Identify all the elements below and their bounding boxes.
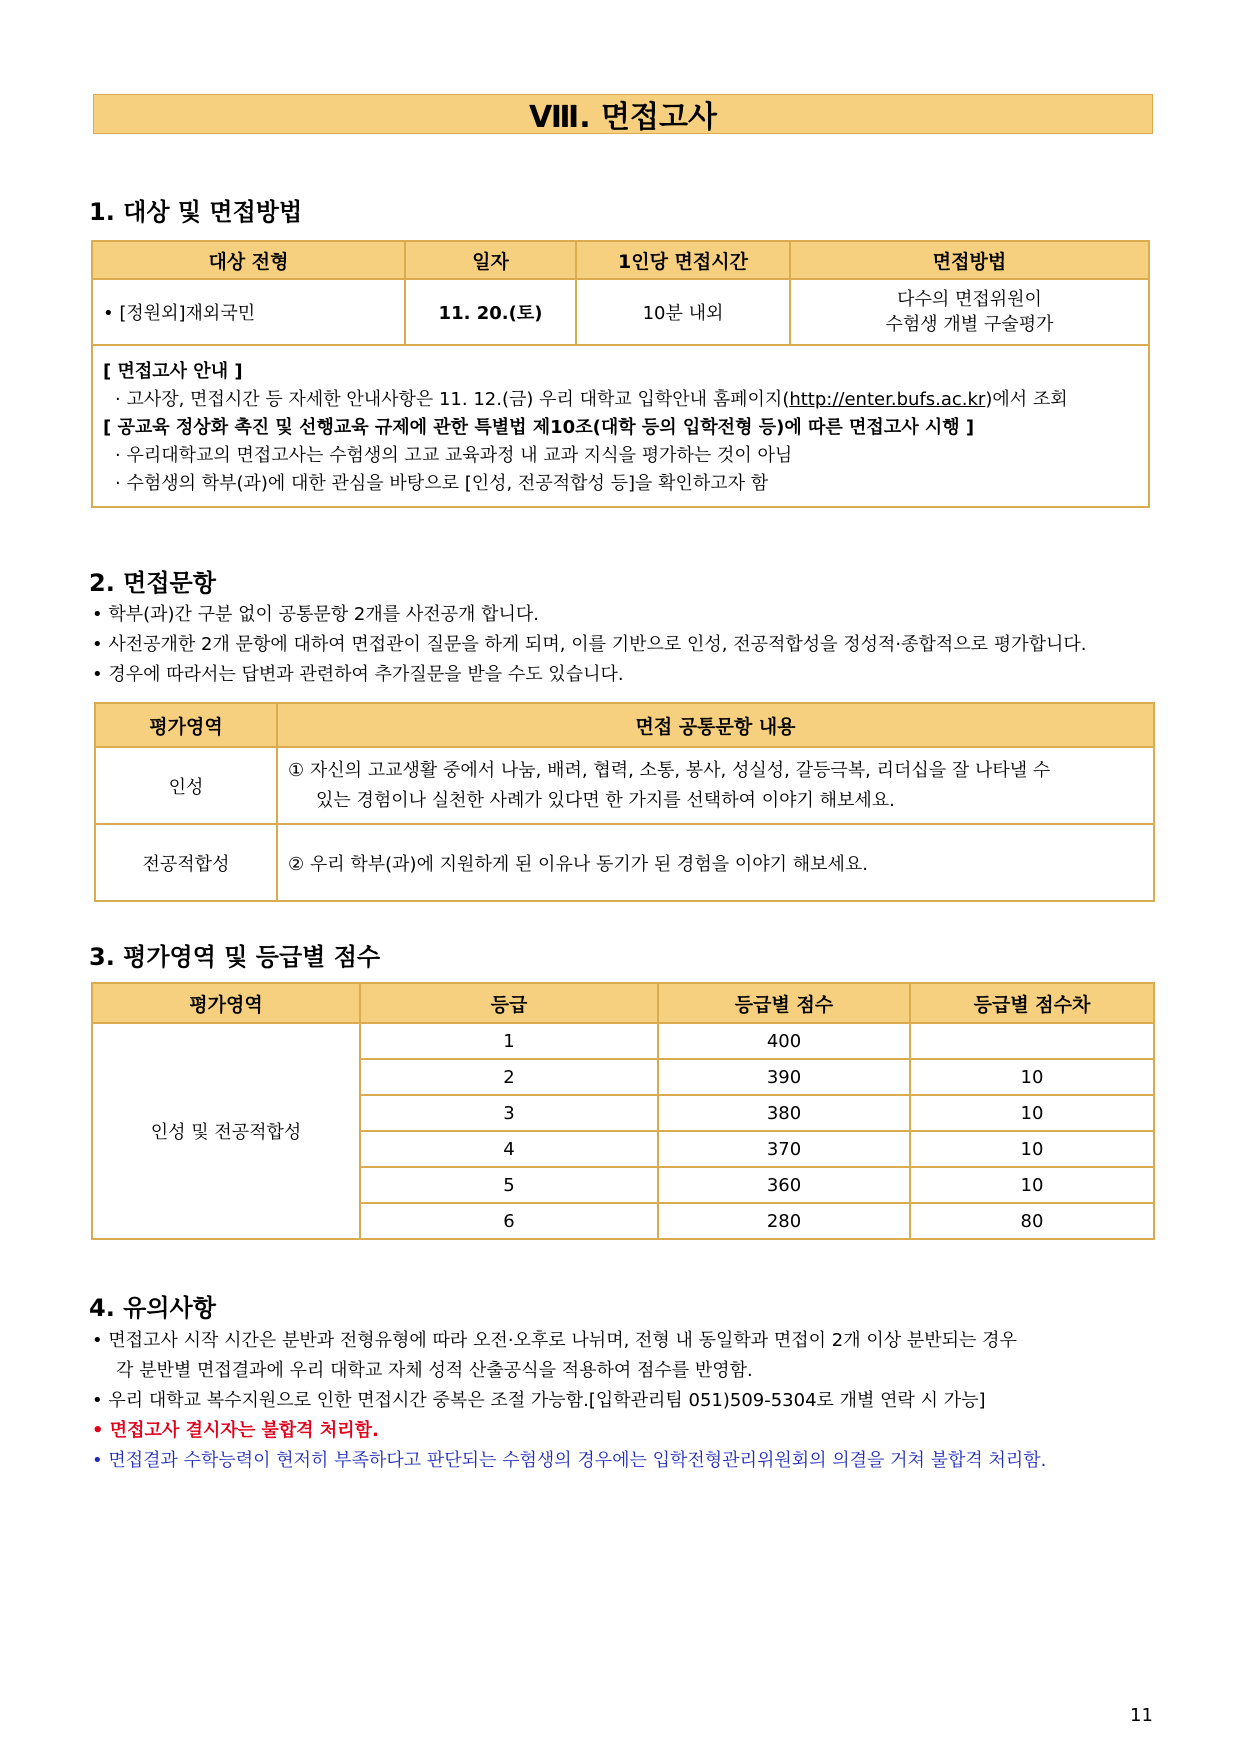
score-cell: 400 — [658, 1023, 910, 1059]
diff-cell: 80 — [910, 1203, 1154, 1239]
date-cell: 11. 20.(토) — [405, 279, 576, 345]
col-header: 면접 공통문항 내용 — [277, 703, 1154, 747]
notice-title: [ 면접고사 안내 ] — [103, 361, 243, 382]
score-cell: 360 — [658, 1167, 910, 1203]
page-title — [93, 94, 1153, 134]
notice-cell — [92, 345, 1149, 507]
score-cell: 280 — [658, 1203, 910, 1239]
area-cell: 인성 — [95, 747, 277, 824]
grade-cell: 5 — [360, 1167, 658, 1203]
diff-cell: 10 — [910, 1131, 1154, 1167]
time-cell: 10분 내외 — [576, 279, 790, 345]
diff-cell — [910, 1023, 1154, 1059]
col-header: 대상 전형 — [92, 241, 405, 279]
col-header: 등급별 점수 — [658, 983, 910, 1023]
grade-score-table — [91, 982, 1155, 1240]
col-header: 1인당 면접시간 — [576, 241, 790, 279]
section4-heading: 4. 유의사항 — [89, 1294, 216, 1322]
table-row — [92, 279, 1149, 345]
bullet-item — [92, 1326, 1157, 1386]
diff-cell: 10 — [910, 1167, 1154, 1203]
col-header: 평가영역 — [95, 703, 277, 747]
col-header: 등급 — [360, 983, 658, 1023]
grade-cell: 1 — [360, 1023, 658, 1059]
question-table — [94, 702, 1155, 902]
section3-heading: 3. 평가영역 및 등급별 점수 — [89, 943, 381, 971]
table-header-row — [95, 703, 1154, 747]
col-header: 평가영역 — [92, 983, 360, 1023]
law-line: · 우리대학교의 면접고사는 수험생의 고교 교육과정 내 교과 지식을 평가하는 것이 아님 — [115, 445, 793, 466]
notice-line — [103, 386, 1138, 414]
area-cell: 인성 및 전공적합성 — [92, 1023, 360, 1239]
bullet-text: 각 분반별 면접결과에 우리 대학교 자체 성적 산출공식을 적용하여 점수를 반영함. — [116, 1360, 753, 1381]
col-header: 등급별 점수차 — [910, 983, 1154, 1023]
notice-text: )에서 조회 — [985, 389, 1068, 410]
question-cell — [277, 747, 1154, 824]
col-header: 면접방법 — [790, 241, 1149, 279]
section1-heading: 1. 대상 및 면접방법 — [89, 198, 303, 226]
table-header-row — [92, 241, 1149, 279]
score-cell: 380 — [658, 1095, 910, 1131]
law-title: [ 공교육 정상화 촉진 및 선행교육 규제에 관한 특별법 제10조(대학 등의 입학전형 등)에 따른 면접고사 시행 ] — [103, 417, 975, 438]
bullet-item: • 학부(과)간 구분 없이 공통문항 2개를 사전공개 합니다. — [92, 604, 540, 625]
bullet-item: • 사전공개한 2개 문항에 대하여 면접관이 질문을 하게 되며, 이를 기반으로 인성, 전공적합성을 정성적·종합적으로 평가합니다. — [92, 634, 1087, 655]
target-cell: • [정원외]재외국민 — [92, 279, 405, 345]
table-row — [95, 747, 1154, 824]
table-row — [95, 824, 1154, 901]
question-line: 있는 경험이나 실천한 사례가 있다면 한 가지를 선택하여 이야기 해보세요. — [316, 789, 895, 811]
s2-bullets — [92, 600, 1157, 690]
bullet-item-warning: • 면접고사 결시자는 불합격 처리함. — [92, 1420, 379, 1441]
diff-cell: 10 — [910, 1095, 1154, 1131]
grade-cell: 2 — [360, 1059, 658, 1095]
method-cell — [790, 279, 1149, 345]
page-title-text: Ⅷ. 면접고사 — [529, 100, 717, 135]
notice-row — [92, 345, 1149, 507]
bullet-item-notice: • 면접결과 수학능력이 현저히 부족하다고 판단되는 수험생의 경우에는 입학전형관리위원회의 의결을 거쳐 불합격 처리함. — [92, 1450, 1047, 1471]
col-header: 일자 — [405, 241, 576, 279]
homepage-link[interactable]: http://enter.bufs.ac.kr — [789, 389, 986, 410]
score-cell: 370 — [658, 1131, 910, 1167]
question-cell: ② 우리 학부(과)에 지원하게 된 이유나 동기가 된 경험을 이야기 해보세요. — [277, 824, 1154, 901]
grade-cell: 3 — [360, 1095, 658, 1131]
bullet-text: • 면접고사 시작 시간은 분반과 전형유형에 따라 오전·오후로 나뉘며, 전형 내 동일학과 면접이 2개 이상 분반되는 경우 — [92, 1330, 1017, 1351]
grade-cell: 4 — [360, 1131, 658, 1167]
table-header-row — [92, 983, 1154, 1023]
section2-heading: 2. 면접문항 — [89, 569, 216, 597]
bullet-item: • 우리 대학교 복수지원으로 인한 면접시간 중복은 조절 가능함.[입학관리팀 051)509-5304로 개별 연락 시 가능] — [92, 1390, 986, 1411]
score-cell: 390 — [658, 1059, 910, 1095]
grade-cell: 6 — [360, 1203, 658, 1239]
table-row — [92, 1023, 1154, 1059]
method-line: 다수의 면접위원이 — [897, 289, 1042, 310]
question-line: ① 자신의 고교생활 중에서 나눔, 배려, 협력, 소통, 봉사, 성실성, 갈등극복, 리더십을 잘 나타낼 수 — [288, 759, 1051, 781]
law-line: · 수험생의 학부(과)에 대한 관심을 바탕으로 [인성, 전공적합성 등]을 확인하고자 함 — [115, 473, 769, 494]
page-number: 11 — [1130, 1705, 1153, 1726]
target-method-table — [91, 240, 1150, 508]
bullet-item: • 경우에 따라서는 답변과 관련하여 추가질문을 받을 수도 있습니다. — [92, 664, 624, 685]
area-cell: 전공적합성 — [95, 824, 277, 901]
method-line: 수험생 개별 구술평가 — [885, 314, 1054, 335]
diff-cell: 10 — [910, 1059, 1154, 1095]
s4-bullets — [92, 1326, 1157, 1476]
notice-text: · 고사장, 면접시간 등 자세한 안내사항은 11. 12.(금) 우리 대학교 입학안내 홈페이지( — [115, 389, 790, 410]
